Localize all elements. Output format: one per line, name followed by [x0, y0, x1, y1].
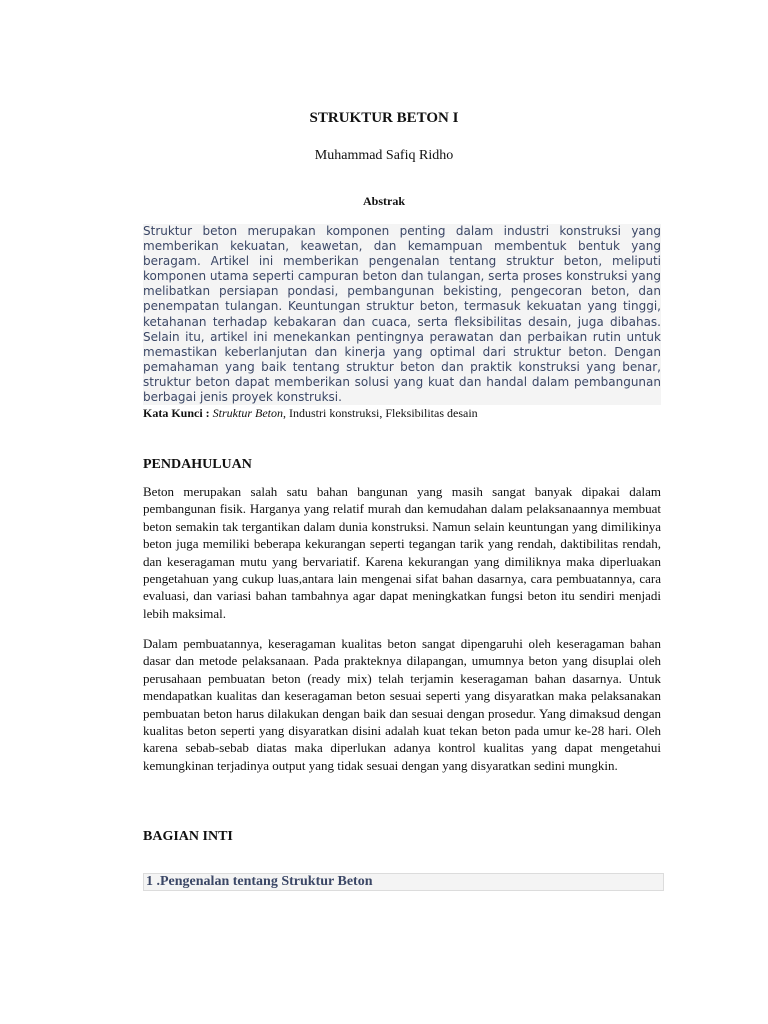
- paragraph-pendahuluan-1: Beton merupakan salah satu bahan bangunan yang masih sangat banyak dipakai dalam pembangunan fisik. Harganya yang relatif murah dan kemudahan dalam pelaksanaannya membuat beton semakin tak tergantikan dalam dunia konstruksi. Namun selain keuntungan yang dimilikinya beton juga memiliki beberapa kekurangan seperti tegangan tarik yang rendah, daktibilitas rendah, dan keseragaman mutu yang bervariatif. Karena kekurangan yang dimiliknya maka diperluakan pengetahuan yang cukup luas,antara lain mengenai sifat bahan dasarnya, cara pembuatannya, cara evaluasi, dan variasi bahan tambahnya agar dapat meningkatkan fungsi beton itu sendiri menjadi lebih maksimal.: [143, 484, 661, 621]
- keyword-struktur-beton: Struktur Beton: [212, 406, 283, 420]
- abstract-text: Struktur beton merupakan komponen penting dalam industri konstruksi yang memberikan kekuatan, keawetan, dan kemampuan membentuk bentuk yang beragam. Artikel ini memberikan pengenalan tentang struktur beton, meliputi komponen utama seperti campuran beton dan tulangan, serta proses konstruksi yang melibatkan persiapan pondasi, pembangunan bekisting, pengecoran beton, dan penempatan tulangan. Keuntungan struktur beton, termasuk kekuatan yang tinggi, ketahanan terhadap kebakaran dan cuaca, serta fleksibilitas desain, juga dibahas. Selain itu, artikel ini menekankan pentingnya perawatan dan perbaikan rutin untuk memastikan keberlanjutan dan kinerja yang optimal dari struktur beton. Dengan pemahaman yang baik tentang struktur beton dan praktik konstruksi yang benar, struktur beton dapat memberikan solusi yang kuat dan handal dalam pembangunan berbagai jenis proyek konstruksi.: [143, 224, 661, 405]
- paragraph-pendahuluan-2: Dalam pembuatannya, keseragaman kualitas beton sangat dipengaruhi oleh keseragaman bahan dasar dan metode pelaksanaan. Pada prakteknya dilapangan, umumnya beton yang disuplai oleh perusahaan pembuatan beton (ready mix) telah terjamin keseragaman bahan dasarnya. Untuk mendapatkan kualitas dan keseragaman beton sesuai seperti yang disyaratkan maka pelaksanakan pembuatan beton harus dilakukan dengan baik dan sesuai dengan prosedur. Yang dimaksud dengan kualitas beton seperti yang disyaratkan disini adalah kuat tekan beton pada umur ke-28 hari. Oleh karena sebab-sebab diatas maka diperlukan adanya kontrol kualitas yang dapat mengetahui kemungkinan terjadinya output yang tidak sesuai dengan yang disyaratkan sedini mungkin.: [143, 636, 661, 773]
- section-heading-bagian-inti: BAGIAN INTI: [143, 829, 233, 844]
- keywords-rest: , Industri konstruksi, Fleksibilitas desain: [283, 406, 478, 420]
- document-title: STRUKTUR BETON I: [309, 110, 459, 126]
- keywords-label: Kata Kunci :: [143, 406, 210, 420]
- keywords-line: [143, 406, 663, 421]
- author-name: Muhammad Safiq Ridho: [314, 148, 454, 163]
- subheading-pengenalan: 1 .Pengenalan tentang Struktur Beton: [143, 873, 664, 891]
- section-heading-pendahuluan: PENDAHULUAN: [143, 457, 252, 472]
- abstract-heading: Abstrak: [362, 194, 405, 208]
